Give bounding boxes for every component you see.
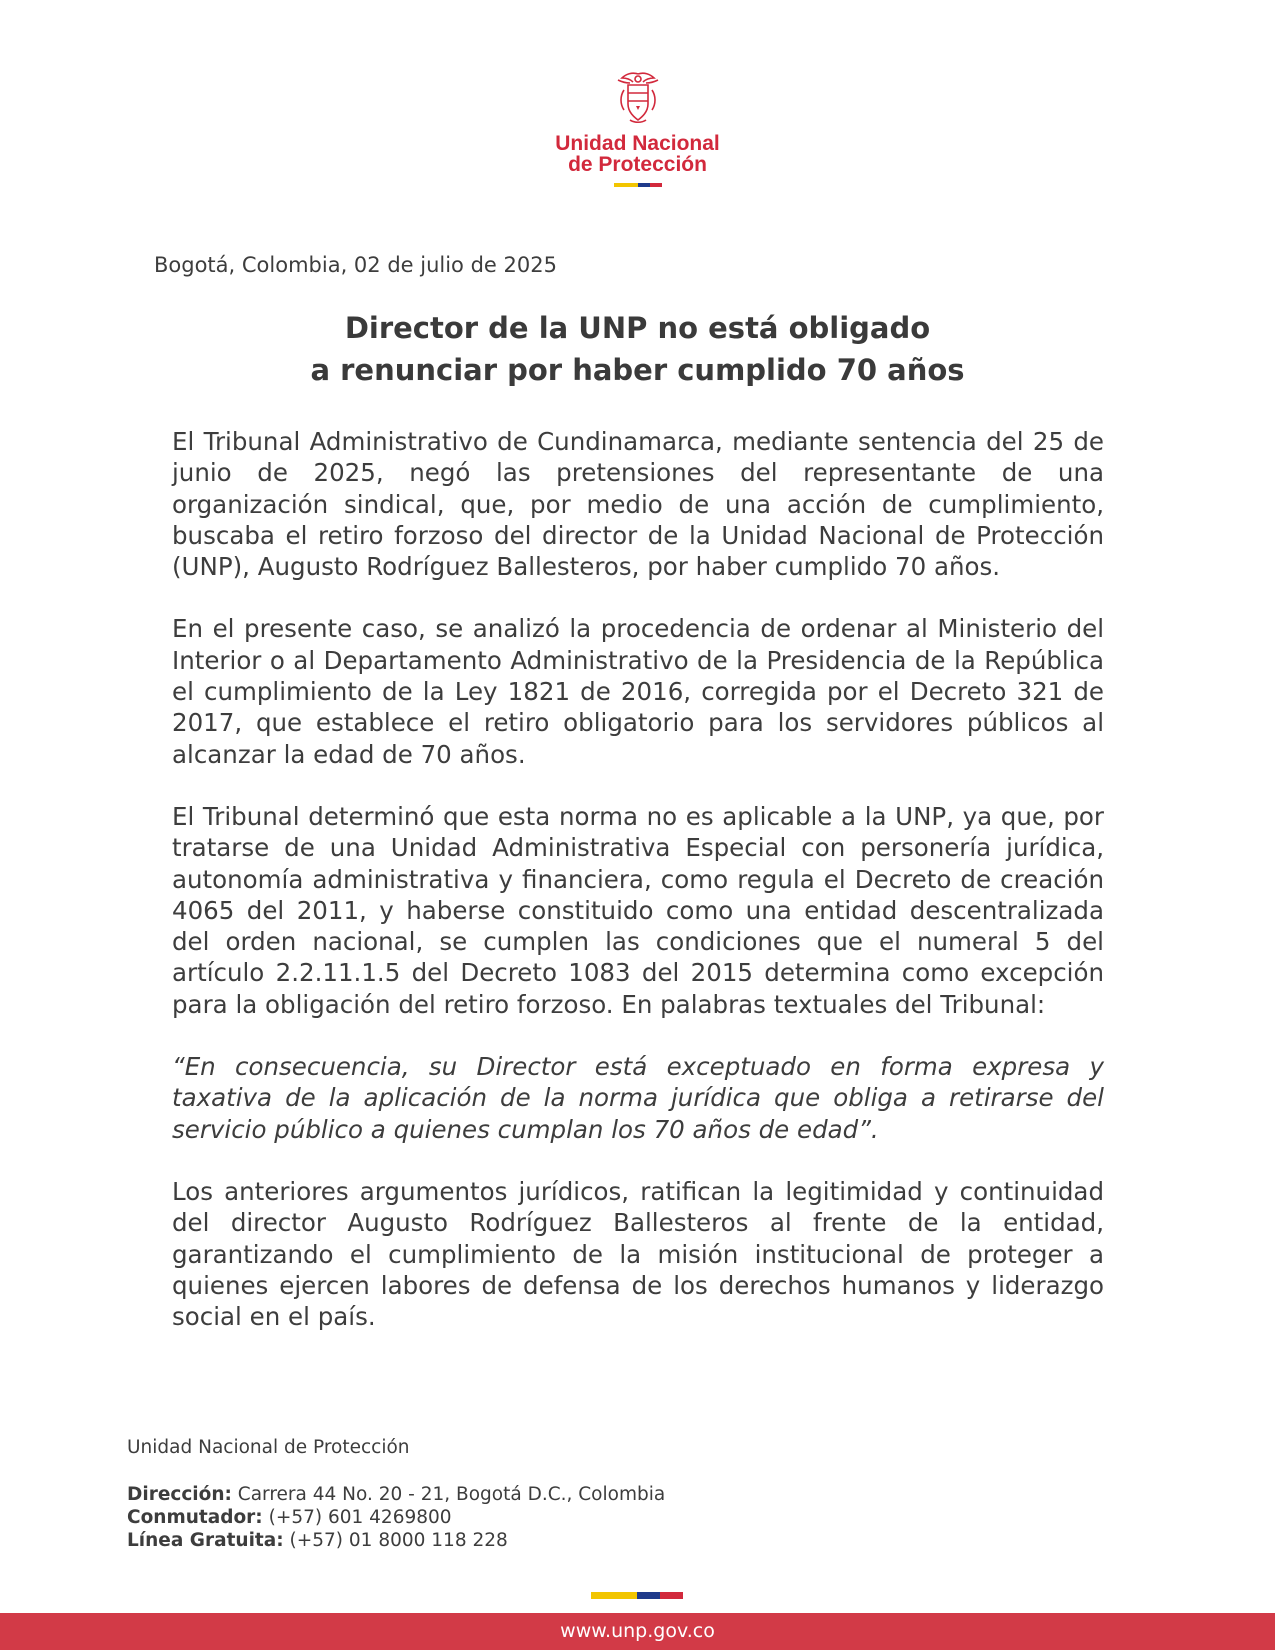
org-name-line1: Unidad Nacional: [555, 132, 720, 155]
header-logo: [0, 70, 1275, 187]
website-link[interactable]: www.unp.gov.co: [560, 1620, 715, 1642]
paragraph-5: Los anteriores argumentos jurídicos, ratifican la legitimidad y continuidad del director Augusto Rodríguez Ballesteros al frente de la entidad, garantizando el cumplimiento de la misión institucional de proteger a quienes ejercen labores de defensa de los derechos humanos y liderazgo social en el país.: [172, 1176, 1104, 1332]
title-line-1: Director de la UNP no está obligado: [344, 311, 931, 345]
page-title: [0, 307, 1275, 391]
phone-value: (+57) 601 4269800: [262, 1507, 452, 1528]
toll-free-line: [127, 1529, 665, 1552]
phone-label: Conmutador:: [127, 1507, 263, 1528]
bottom-flag-stripe: [591, 1592, 683, 1599]
coat-of-arms-icon: [612, 70, 664, 126]
paragraph-2: En el presente caso, se analizó la procedencia de ordenar al Ministerio del Interior o al Departamento Administrativo de la Presidencia de la República el cumplimiento de la Ley 1821 de 2016, corregida por el Decreto 321 de 2017, que establece el retiro obligatorio para los servidores públicos al alcanzar la edad de 70 años.: [172, 614, 1104, 769]
org-name-line2: de Protección: [568, 153, 707, 176]
contact-footer: [127, 1436, 665, 1552]
footer-org: Unidad Nacional de Protección: [127, 1437, 410, 1458]
paragraph-3: El Tribunal determinó que esta norma no es aplicable a la UNP, ya que, por tratarse de una Unidad Administrativa Especial con personería jurídica, autonomía administrativa y financiera, como regula el Decreto de creación 4065 del 2011, y haberse constituido como una entidad descentralizada del orden nacional, se cumplen las condiciones que el numeral 5 del artículo 2.2.11.1.5 del Decreto 1083 del 2015 determina como excepción para la obligación del retiro forzoso. En palabras textuales del Tribunal:: [172, 801, 1104, 1019]
dateline: Bogotá, Colombia, 02 de julio de 2025: [154, 253, 557, 277]
paragraph-1: El Tribunal Administrativo de Cundinamarca, mediante sentencia del 25 de junio de 2025, negó las pretensiones del representante de una organización sindical, que, por medio de una acción de cumplimiento, buscaba el retiro forzoso del director de la Unidad Nacional de Protección (UNP), Augusto Rodríguez Ballesteros, por haber cumplido 70 años.: [172, 427, 1104, 582]
website-bar: [0, 1613, 1275, 1650]
flag-stripe: [0, 183, 1275, 187]
article-body: [172, 426, 1104, 1363]
address-line: [127, 1483, 665, 1506]
address-label: Dirección:: [127, 1484, 232, 1505]
toll-free-label: Línea Gratuita:: [127, 1530, 284, 1551]
toll-free-value: (+57) 01 8000 118 228: [283, 1530, 508, 1551]
title-line-2: a renunciar por haber cumplido 70 años: [310, 353, 965, 387]
phone-line: [127, 1506, 665, 1529]
quote-paragraph: “En consecuencia, su Director está exceptuado en forma expresa y taxativa de la aplicación de la norma jurídica que obliga a retirarse del servicio público a quienes cumplan los 70 años de edad”.: [172, 1052, 1104, 1144]
address-value: Carrera 44 No. 20 - 21, Bogotá D.C., Colombia: [231, 1484, 666, 1505]
